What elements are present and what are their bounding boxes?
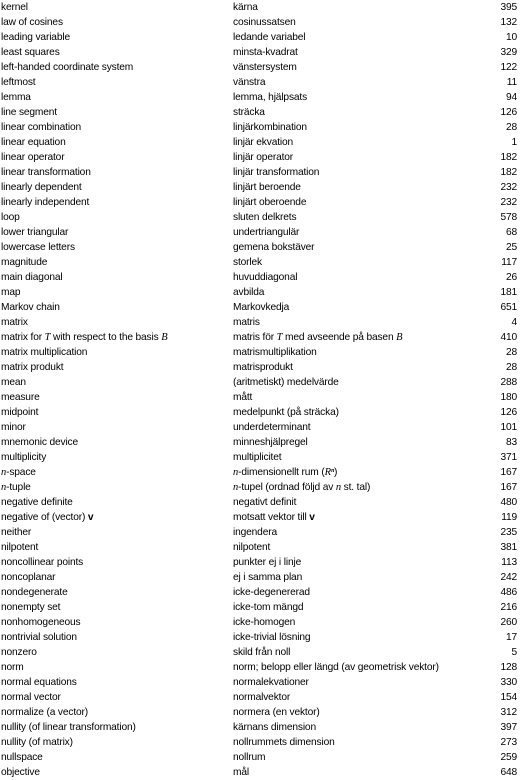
- page-number: 182: [500, 152, 517, 163]
- english-term: norm: [1, 662, 24, 673]
- english-term: lowercase letters: [1, 242, 75, 253]
- english-term: noncollinear points: [1, 557, 84, 568]
- page-number: 182: [500, 167, 517, 178]
- glossary-row: [0, 480, 521, 495]
- glossary-row: [0, 150, 521, 165]
- page-number: 28: [505, 362, 517, 373]
- glossary-row: [0, 570, 521, 585]
- swedish-term: sluten delkrets: [233, 212, 297, 223]
- page-number: 17: [505, 632, 517, 643]
- term-text-part: matrix for: [1, 332, 45, 343]
- english-term: nonhomogeneous: [1, 617, 81, 628]
- swedish-term: linjärt oberoende: [233, 197, 307, 208]
- glossary-row: [0, 210, 521, 225]
- page-number: 259: [500, 752, 517, 763]
- swedish-term: vänstersystem: [233, 62, 297, 73]
- glossary-row: [0, 0, 521, 15]
- english-term: neither: [1, 527, 32, 538]
- page-number: 651: [500, 302, 517, 313]
- bold-vector-symbol: v: [309, 512, 315, 523]
- page-number: 132: [500, 17, 517, 28]
- glossary-row: [0, 375, 521, 390]
- english-term: mnemonic device: [1, 437, 79, 448]
- swedish-term: skild från noll: [233, 647, 291, 658]
- page-number: 381: [500, 542, 517, 553]
- math-symbol: T: [44, 332, 51, 343]
- page-number: 83: [505, 437, 517, 448]
- swedish-term: [233, 330, 402, 345]
- glossary-row: [0, 465, 521, 480]
- english-term: leftmost: [1, 77, 36, 88]
- glossary-row: [0, 30, 521, 45]
- swedish-term: storlek: [233, 257, 262, 268]
- swedish-term: nollrum: [233, 752, 266, 763]
- glossary-row: [0, 540, 521, 555]
- page-number: 371: [500, 452, 517, 463]
- page-number: 242: [500, 572, 517, 583]
- swedish-term: linjär operator: [233, 152, 294, 163]
- page-number: 330: [500, 677, 517, 688]
- math-symbol: B: [396, 332, 403, 343]
- page-number: 648: [500, 767, 517, 778]
- term-text-part: matris för: [233, 332, 277, 343]
- english-term: kernel: [1, 2, 28, 13]
- page-number: 1: [511, 137, 517, 148]
- english-term: [1, 465, 36, 480]
- page-number: 167: [500, 482, 517, 493]
- math-symbol: Rⁿ: [324, 467, 334, 478]
- glossary-row: [0, 420, 521, 435]
- page-number: 216: [500, 602, 517, 613]
- swedish-term: icke-homogen: [233, 617, 296, 628]
- term-text-part: -tupel (ordnad följd av: [238, 482, 336, 493]
- english-term: normalize (a vector): [1, 707, 89, 718]
- glossary-row: [0, 510, 521, 525]
- swedish-term: nollrummets dimension: [233, 737, 335, 748]
- swedish-term: underdeterminant: [233, 422, 311, 433]
- glossary-row: [0, 720, 521, 735]
- english-term: objective: [1, 767, 40, 778]
- swedish-term: icke-tom mängd: [233, 602, 304, 613]
- swedish-term: normalvektor: [233, 692, 291, 703]
- math-symbol: n: [233, 467, 239, 478]
- swedish-term: [233, 510, 315, 525]
- swedish-term: kärna: [233, 2, 258, 13]
- swedish-term: matrisprodukt: [233, 362, 293, 373]
- swedish-term: minneshjälpregel: [233, 437, 308, 448]
- page-number: 28: [505, 347, 517, 358]
- glossary-row: [0, 180, 521, 195]
- glossary-row: [0, 345, 521, 360]
- glossary-row: [0, 165, 521, 180]
- math-symbol: T: [276, 332, 283, 343]
- page-number: 410: [500, 332, 517, 343]
- page-number: 235: [500, 527, 517, 538]
- glossary-row: [0, 255, 521, 270]
- glossary-row: [0, 240, 521, 255]
- swedish-term: mål: [233, 767, 249, 778]
- glossary-row: [0, 675, 521, 690]
- english-term: nontrivial solution: [1, 632, 77, 643]
- glossary-row: [0, 300, 521, 315]
- glossary-row: [0, 120, 521, 135]
- swedish-term: normalekvationer: [233, 677, 309, 688]
- page-number: 11: [506, 77, 517, 88]
- glossary-row: [0, 555, 521, 570]
- glossary-row: [0, 495, 521, 510]
- english-term: negative definite: [1, 497, 73, 508]
- page-number: 480: [500, 497, 517, 508]
- swedish-term: [233, 465, 337, 480]
- page-number: 486: [500, 587, 517, 598]
- swedish-term: punkter ej i linje: [233, 557, 302, 568]
- glossary-row: [0, 405, 521, 420]
- glossary-row: [0, 615, 521, 630]
- swedish-term: ej i samma plan: [233, 572, 303, 583]
- english-term: nullity (of linear transformation): [1, 722, 136, 733]
- glossary-row: [0, 735, 521, 750]
- english-term: minor: [1, 422, 26, 433]
- swedish-term: normera (en vektor): [233, 707, 320, 718]
- page-number: 288: [500, 377, 517, 388]
- english-term: nilpotent: [1, 542, 39, 553]
- glossary-row: [0, 525, 521, 540]
- term-text-part: ): [333, 467, 338, 478]
- page-number: 273: [500, 737, 517, 748]
- page-number: 232: [500, 197, 517, 208]
- glossary-row: [0, 600, 521, 615]
- english-term: normal vector: [1, 692, 61, 703]
- english-term: nullspace: [1, 752, 43, 763]
- page-number: 101: [500, 422, 517, 433]
- english-term: matrix multiplication: [1, 347, 88, 358]
- glossary-row: [0, 60, 521, 75]
- english-term: line segment: [1, 107, 57, 118]
- english-term: linearly independent: [1, 197, 90, 208]
- term-text-part: with respect to the basis: [50, 332, 162, 343]
- swedish-term: gemena bokstäver: [233, 242, 315, 253]
- english-term: leading variable: [1, 32, 70, 43]
- english-term: nondegenerate: [1, 587, 68, 598]
- glossary-row: [0, 630, 521, 645]
- english-term: multiplicity: [1, 452, 47, 463]
- bold-vector-symbol: v: [87, 512, 94, 523]
- page-number: 68: [505, 227, 517, 238]
- english-term: lower triangular: [1, 227, 69, 238]
- swedish-term: vänstra: [233, 77, 266, 88]
- swedish-term: medelpunkt (på sträcka): [233, 407, 339, 418]
- glossary-row: [0, 105, 521, 120]
- english-term: measure: [1, 392, 40, 403]
- swedish-term: icke-trivial lösning: [233, 632, 311, 643]
- english-term: matrix produkt: [1, 362, 64, 373]
- page-number: 122: [500, 62, 517, 73]
- glossary-row: [0, 750, 521, 765]
- swedish-term: mått: [233, 392, 253, 403]
- page-number: 329: [500, 47, 517, 58]
- english-term: matrix: [1, 317, 28, 328]
- math-symbol: n: [1, 467, 7, 478]
- math-symbol: n: [335, 482, 341, 493]
- swedish-term: avbilda: [233, 287, 265, 298]
- page-number: 4: [511, 317, 517, 328]
- glossary-row: [0, 15, 521, 30]
- english-term: linear equation: [1, 137, 66, 148]
- term-text-part: -tuple: [6, 482, 31, 493]
- swedish-term: kärnans dimension: [233, 722, 316, 733]
- swedish-term: huvuddiagonal: [233, 272, 298, 283]
- glossary-row: [0, 705, 521, 720]
- term-text-part: -dimensionellt rum (: [238, 467, 325, 478]
- math-symbol: n: [1, 482, 7, 493]
- page-number: 312: [500, 707, 517, 718]
- glossary-row: [0, 660, 521, 675]
- swedish-term: undertriangulär: [233, 227, 300, 238]
- swedish-term: negativt definit: [233, 497, 297, 508]
- page-number: 119: [501, 512, 517, 523]
- english-term: mean: [1, 377, 26, 388]
- english-term: noncoplanar: [1, 572, 56, 583]
- page-number: 5: [511, 647, 517, 658]
- english-term: map: [1, 287, 21, 298]
- page-number: 128: [500, 662, 517, 673]
- swedish-term: [233, 480, 370, 495]
- page-number: 94: [505, 92, 517, 103]
- english-term: Markov chain: [1, 302, 60, 313]
- page-number: 154: [500, 692, 517, 703]
- page-number: 397: [500, 722, 517, 733]
- swedish-term: matris: [233, 317, 260, 328]
- english-term: midpoint: [1, 407, 39, 418]
- page-number: 232: [500, 182, 517, 193]
- glossary-row: [0, 765, 521, 780]
- swedish-term: icke-degenererad: [233, 587, 310, 598]
- english-term: law of cosines: [1, 17, 63, 28]
- english-term: linear operator: [1, 152, 65, 163]
- english-term: least squares: [1, 47, 60, 58]
- term-text-part: -space: [6, 467, 36, 478]
- english-term: normal equations: [1, 677, 77, 688]
- term-text-part: st. tal): [341, 482, 371, 493]
- glossary-row: [0, 690, 521, 705]
- glossary-row: [0, 435, 521, 450]
- term-text-part: med avseende på basen: [282, 332, 397, 343]
- swedish-term: (aritmetiskt) medelvärde: [233, 377, 339, 388]
- page-number: 26: [505, 272, 517, 283]
- swedish-term: ingendera: [233, 527, 277, 538]
- swedish-term: linjär transformation: [233, 167, 320, 178]
- glossary-row: [0, 45, 521, 60]
- english-term: linear combination: [1, 122, 81, 133]
- english-term: [1, 330, 168, 345]
- glossary-row: [0, 195, 521, 210]
- page-number: 117: [501, 257, 517, 268]
- english-term: nullity (of matrix): [1, 737, 73, 748]
- term-text-part: motsatt vektor till: [233, 512, 310, 523]
- glossary-row: [0, 225, 521, 240]
- swedish-term: linjärkombination: [233, 122, 307, 133]
- glossary-row: [0, 450, 521, 465]
- glossary-row: [0, 75, 521, 90]
- english-term: lemma: [1, 92, 31, 103]
- math-symbol: B: [161, 332, 168, 343]
- glossary-row: [0, 330, 521, 345]
- english-term: left-handed coordinate system: [1, 62, 134, 73]
- page-number: 578: [500, 212, 517, 223]
- page-number: 10: [505, 32, 517, 43]
- page-number: 260: [500, 617, 517, 628]
- glossary-row: [0, 285, 521, 300]
- term-text-part: negative of (vector): [1, 512, 88, 523]
- swedish-term: matrismultiplikation: [233, 347, 317, 358]
- math-symbol: n: [233, 482, 239, 493]
- english-term: magnitude: [1, 257, 48, 268]
- english-term: loop: [1, 212, 20, 223]
- swedish-term: lemma, hjälpsats: [233, 92, 308, 103]
- swedish-term: nilpotent: [233, 542, 271, 553]
- swedish-term: ledande variabel: [233, 32, 306, 43]
- glossary-row: [0, 585, 521, 600]
- glossary-row: [0, 135, 521, 150]
- swedish-term: norm; belopp eller längd (av geometrisk vektor): [233, 662, 439, 673]
- page-number: 126: [500, 407, 517, 418]
- page-number: 25: [505, 242, 517, 253]
- page-number: 167: [500, 467, 517, 478]
- swedish-term: multiplicitet: [233, 452, 282, 463]
- page-number: 113: [501, 557, 517, 568]
- page-number: 180: [500, 392, 517, 403]
- english-term: linearly dependent: [1, 182, 82, 193]
- swedish-term: Markovkedja: [233, 302, 290, 313]
- swedish-term: cosinussatsen: [233, 17, 296, 28]
- page-number: 395: [500, 2, 517, 13]
- swedish-term: sträcka: [233, 107, 265, 118]
- page-number: 28: [505, 122, 517, 133]
- english-term: main diagonal: [1, 272, 63, 283]
- glossary-row: [0, 360, 521, 375]
- english-term: [1, 480, 31, 495]
- glossary-row: [0, 315, 521, 330]
- glossary-row: [0, 645, 521, 660]
- swedish-term: minsta-kvadrat: [233, 47, 298, 58]
- english-term: [1, 510, 93, 525]
- english-term: nonzero: [1, 647, 37, 658]
- page-number: 126: [500, 107, 517, 118]
- swedish-term: linjärt beroende: [233, 182, 301, 193]
- swedish-term: linjär ekvation: [233, 137, 294, 148]
- english-term: linear transformation: [1, 167, 91, 178]
- page-number: 181: [500, 287, 517, 298]
- glossary-row: [0, 270, 521, 285]
- glossary-row: [0, 90, 521, 105]
- english-term: nonempty set: [1, 602, 61, 613]
- glossary-row: [0, 390, 521, 405]
